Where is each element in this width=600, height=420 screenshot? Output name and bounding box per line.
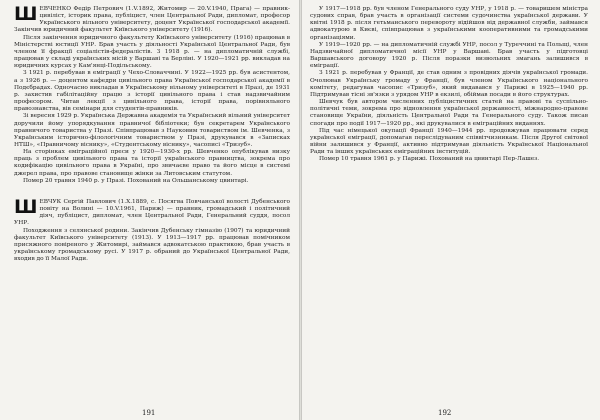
entry-separator xyxy=(14,190,290,199)
right-page xyxy=(310,6,588,414)
entry-shevchuk xyxy=(14,195,290,263)
entry-paragraph: З 1921 р. перебував в еміграції у Чехо-Словаччині. У 1922—1925 рр. був асистентом, а з 1926 р. — доцентом кафедри цивільного права Української господарської академії в Подєбрадах. Одночасно викладав в Українському вільному університеті в Празі, де 1931 р. захистив габілітаційну працю з історії цивільного права і став надзвичайним професором. Читав лекції з цивільного права, історії права, порівняльного правознавства, вів семінари для студентів-правників. xyxy=(14,70,290,113)
entry-paragraph: Шевчук був автором численних публіцистичних статей на правові та суспільно-політичні теми, зокрема про відновлення української державності, міжнародно-правове становище України, діяльність Центральної Ради та Генерального суду. Також писав спогади про події 1917—1920 рр., які друкувалися в еміграційних виданнях. xyxy=(310,99,588,127)
entry-paragraph: Помер 10 травня 1961 р. у Парижі. Похований на цвинтарі Пер-Лашез. xyxy=(319,156,540,163)
book-gutter xyxy=(299,0,302,420)
entry-body-text: ЕВЧУК Сергій Павлович (1.X.1889, с. Посягва Повчанської волості Дубенського повіту на Волині — 10.V.1961, Париж) — правник, громадський і політичний діяч, публіцист, дипломат, член Центральної Ради, Генеральний суддя, посол УНР. xyxy=(14,198,290,227)
entry-shevchenko xyxy=(14,6,290,185)
entry-lead-paragraph xyxy=(14,6,290,35)
entry-paragraph: Під час німецької окупації Франції 1940—1944 рр. продовжував працювати серед української еміграції, допомагав переслідуваним співвітчизникам. Після Другої світової війни залишився у Франції, активно підтримував діяльність Української Національної Ради та інших українських еміграційних інституцій. xyxy=(310,127,588,156)
page-number-left: 191 xyxy=(142,409,156,417)
entry-paragraph: Зі вересня 1929 р. Українська Державна академія та Український вільний університет доручили йому упорядкування правничої бібліотеки; був секретарем Українського правничого товариства у Празі. Співпрацював з Науковим товариством ім. Шевченка, з Українським історично-філологічним товариством у Празі, друкувався в «Записках НТШ», «Правничому віснику», «Студентському віснику», часописі «Тризуб». xyxy=(14,113,290,148)
entry-shevchuk-continued xyxy=(310,6,588,163)
entry-paragraph: Походження з селянської родини. Закінчив Дубенську гімназію (1907) та юридичний факультет Київського університету (1913). У 1913—1917 рр. працював помічником присяжного повіреного у Житомирі, займався адвокатською практикою, брав участь в українському громадському русі. У 1917 р. обраний до Української Центральної Ради, входив до її Малої Ради. xyxy=(14,227,290,263)
left-page xyxy=(14,6,290,414)
entry-paragraph: Після закінчення юридичного факультету Київського університету (1916) працював в Міністерстві юстиції УНР. Брав участь у діяльності Української Центральної Ради, був членом її фракції соціалістів-федералістів. З 1918 р. — на дипломатичній службі, працював у складі українських місій у Варшаві та Берліні. У 1920—1921 рр. викладав на юридичних курсах у Кам'янці-Подільському. xyxy=(14,34,290,70)
entry-paragraph: З 1921 р. перебував у Франції, де став одним з провідних діячів української громади. Очолював Українську громаду у Франції, був членом Українського національного комітету, редагував часопис «Тризуб», який видавався у Парижі в 1925—1940 рр. Підтримував тісні зв'язки з урядом УНР в екзилі, обіймав посади в його структурах. xyxy=(310,70,588,98)
dropcap-letter: Ш xyxy=(14,6,38,25)
page-number-right: 192 xyxy=(438,409,452,417)
entry-paragraph: У 1919—1920 рр. — на дипломатичній службі УНР, посол у Туреччині та Польщі, член Надзвичайної дипломатичної місії УНР у Варшаві. Брав участь у підготовці Варшавського договору 1920 р. Після поразки визвольних змагань залишився в еміграції. xyxy=(310,41,588,70)
entry-body-text: ЕВЧЕНКО Федір Петрович (1.V.1892, Житомир — 20.V.1940, Прага) — правник-цивіліст, історик права, публіцист, член Центральної Ради, дипломат, професор Українського вільного університету, доцент Української господарської академії. Закінчив юридичний факультет Київського університету (1916). xyxy=(14,6,290,34)
entry-paragraph: На сторінках еміграційної преси у 1920—1930-х рр. Шевченко опублікував низку праць з проблем цивільного права та історії українського правництва, зокрема про кодифікацію цивільного права в Україні, про звичаєве право та його місце в системі джерел права, про правове становище жінки за Литовським статутом. xyxy=(14,149,290,177)
entry-paragraph: У 1917—1918 рр. був членом Генерального суду УНР, у 1918 р. — товаришем міністра судових справ, брав участь в організації системи судочинства української держави. У квітні 1918 р. після гетьманського перевороту відійшов від державної служби, займався адвокатурою в Києві, співпрацював з українськими кооперативними та громадськими організаціями. xyxy=(310,6,588,41)
entry-lead-paragraph xyxy=(14,195,290,228)
dropcap-letter: Ш xyxy=(14,195,38,218)
entry-paragraph: Помер 20 травня 1940 р. у Празі. Похований на Ольшанському цвинтарі. xyxy=(23,177,249,184)
